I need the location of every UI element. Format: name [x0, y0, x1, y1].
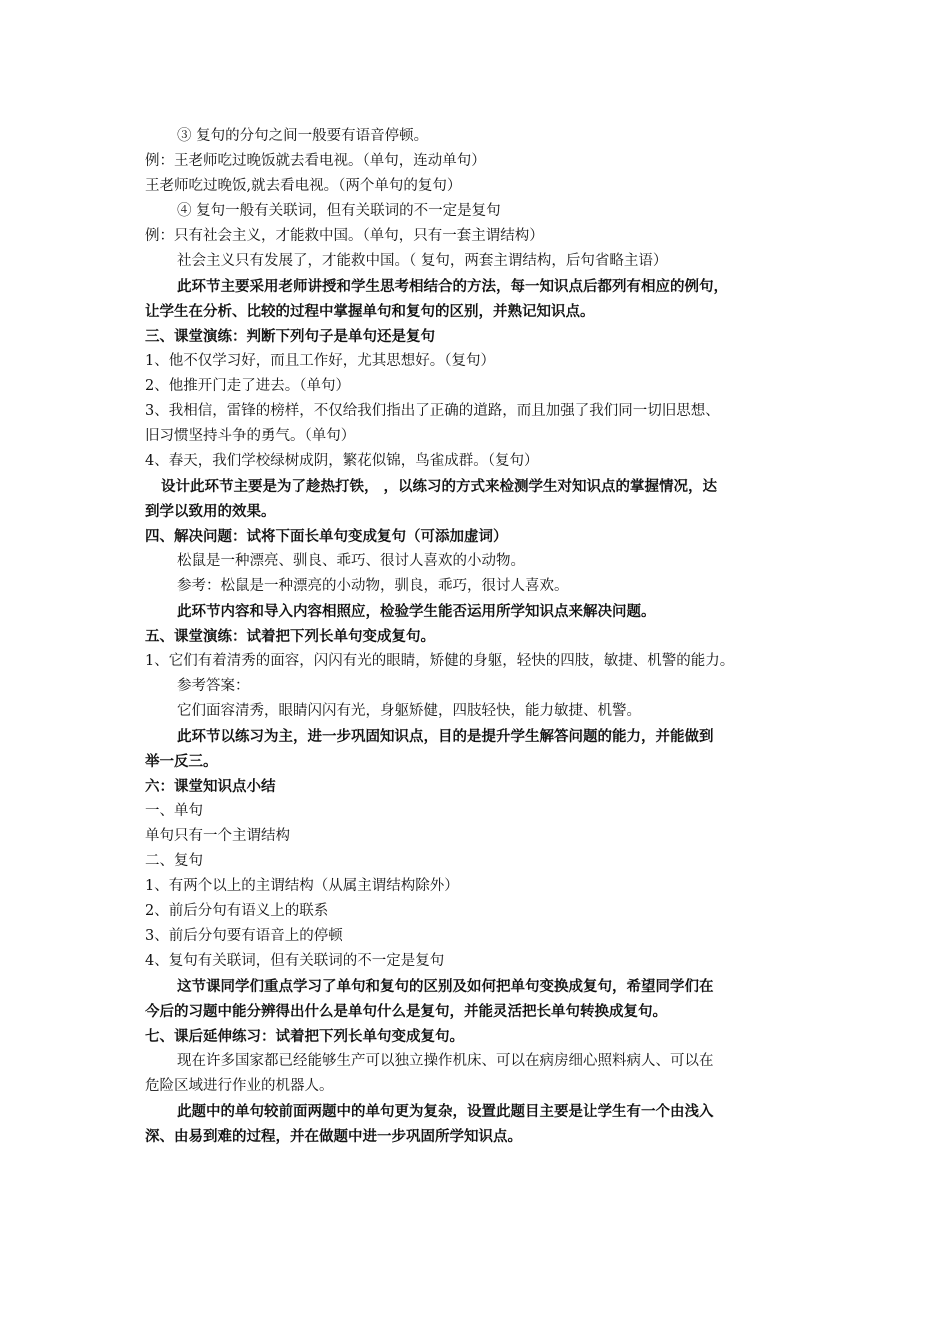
bold-text-line: 此环节主要采用老师讲授和学生思考相结合的方法，每一知识点后都列有相应的例句， [177, 278, 728, 295]
text-line: 社会主义只有发展了，才能救中国。（ 复句，两套主谓结构，后句省略主语） [177, 253, 668, 269]
bold-text-line: 此环节以练习为主，进一步巩固知识点，目的是提升学生解答问题的能力，并能做到 [177, 728, 714, 745]
text-line: 一、单句 [145, 803, 203, 819]
bold-text-line: 深、由易到难的过程，并在做题中进一步巩固所学知识点。 [145, 1128, 522, 1145]
bold-text-line: 五、课堂演练：试着把下列长单句变成复句。 [145, 628, 435, 645]
bold-text-line: 三、课堂演练：判断下列句子是单句还是复句 [145, 328, 435, 345]
text-line: 例：王老师吃过晚饭就去看电视。（单句，连动单句） [145, 153, 486, 169]
bold-text-line: 让学生在分析、比较的过程中掌握单句和复句的区别，并熟记知识点。 [145, 303, 595, 320]
text-line: 例：只有社会主义，才能救中国。（单句，只有一套主谓结构） [145, 228, 544, 244]
text-line: 1、它们有着清秀的面容，闪闪有光的眼睛，矫健的身躯，轻快的四肢，敏捷、机警的能力。 [145, 653, 735, 669]
text-line: 2、前后分句有语义上的联系 [145, 903, 329, 919]
text-line: 单句只有一个主谓结构 [145, 828, 290, 844]
text-line: 2、他推开门走了进去。（单句） [145, 378, 350, 394]
bold-text-line: 四、解决问题：试将下面长单句变成复句（可添加虚词） [145, 528, 508, 545]
text-line: ③ 复句的分句之间一般要有语音停顿。 [177, 128, 429, 144]
bold-text-line: 此环节内容和导入内容相照应，检验学生能否运用所学知识点来解决问题。 [177, 603, 656, 620]
bold-text-line: 举一反三。 [145, 753, 218, 770]
text-line: 3、我相信，雷锋的榜样，不仅给我们指出了正确的道路，而且加强了我们同一切旧思想、 [145, 403, 720, 419]
bold-text-line: 此题中的单句较前面两题中的单句更为复杂，设置此题目主要是让学生有一个由浅入 [177, 1103, 714, 1120]
text-line: 参考：松鼠是一种漂亮的小动物，驯良，乖巧，很讨人喜欢。 [177, 578, 569, 594]
bold-text-line: 这节课同学们重点学习了单句和复句的区别及如何把单句变换成复句，希望同学们在 [177, 978, 714, 995]
document-body [145, 124, 817, 1149]
bold-text-line: 到学以致用的效果。 [145, 503, 276, 520]
text-line: 3、前后分句要有语音上的停顿 [145, 928, 343, 944]
bold-text-line: 七、课后延伸练习：试着把下列长单句变成复句。 [145, 1028, 464, 1045]
text-line: 危险区域进行作业的机器人。 [145, 1078, 334, 1094]
text-line: 现在许多国家都已经能够生产可以独立操作机床、可以在病房细心照料病人、可以在 [177, 1053, 714, 1069]
text-line: 4、复句有关联词，但有关联词的不一定是复句 [145, 953, 445, 969]
text-line: 1、他不仅学习好，而且工作好，尤其思想好。（复句） [145, 353, 495, 369]
text-line: 1、有两个以上的主谓结构（从属主谓结构除外） [145, 878, 459, 894]
text-line: 松鼠是一种漂亮、驯良、乖巧、很讨人喜欢的小动物。 [177, 553, 525, 569]
text-line: 4、春天，我们学校绿树成阴，繁花似锦，鸟雀成群。（复句） [145, 453, 539, 469]
text-line: 王老师吃过晚饭,就去看电视。（两个单句的复句） [145, 178, 462, 194]
bold-text-line: 设计此环节主要是为了趁热打铁， ，以练习的方式来检测学生对知识点的掌握情况，达 [161, 478, 718, 495]
bold-text-line: 六：课堂知识点小结 [145, 778, 276, 795]
text-line: 旧习惯坚持斗争的勇气。（单句） [145, 428, 356, 444]
bold-text-line: 今后的习题中能分辨得出什么是单句什么是复句，并能灵活把长单句转换成复句。 [145, 1003, 667, 1020]
text-line: 它们面容清秀，眼睛闪闪有光，身躯矫健，四肢轻快，能力敏捷、机警。 [177, 703, 641, 719]
text-line: 二、复句 [145, 853, 203, 869]
text-line: ④ 复句一般有关联词，但有关联词的不一定是复句 [177, 203, 501, 219]
text-line: 参考答案： [177, 678, 250, 694]
